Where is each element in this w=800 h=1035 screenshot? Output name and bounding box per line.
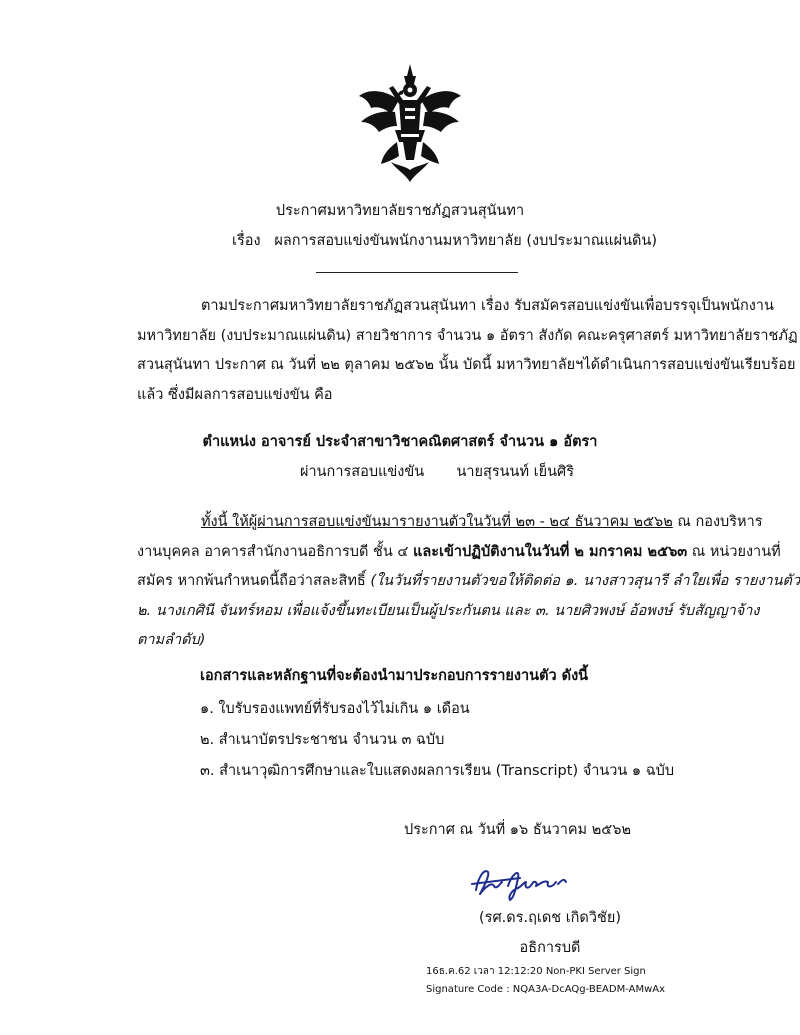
notice-line-1-rest: ณ กองบริหาร <box>672 514 763 530</box>
result-label: ผ่านการสอบแข่งขัน <box>300 464 425 480</box>
intro-line-3: สวนสุนันทา ประกาศ ณ วันที่ ๒๒ ตุลาคม ๒๕๖๒ นั้น บัดนี้ มหาวิทยาลัยฯได้ดำเนินการสอบแข่งขันเรียบร้อย <box>137 357 796 373</box>
report-date-text: ทั้งนี้ ให้ผู้ผ่านการสอบแข่งขันมารายงานตัวในวันที่ ๒๓ - ๒๔ ธันวาคม ๒๕๖๒ <box>201 514 673 530</box>
intro-line-2: มหาวิทยาลัย (งบประมาณแผ่นดิน) สายวิชาการ จำนวน ๑ อัตรา สังกัด คณะครุศาสตร์ มหาวิทยาลัยราชภัฏ <box>137 327 798 344</box>
subject-label: เรื่อง <box>232 233 261 249</box>
notice-line-2-b: ณ หน่วยงานที่ <box>687 543 781 560</box>
contact-note-1: (ในวันที่รายงานตัวขอให้ติดต่อ ๑. นางสาวสุนารี ลำใยเพื่อ รายงานตัว <box>370 573 800 589</box>
announcement-title: ประกาศมหาวิทยาลัยราชภัฏสวนสุนันทา <box>275 203 525 219</box>
sign-timestamp: 16ธ.ค.62 เวลา 12:12:20 Non-PKI Server Sign <box>426 966 646 977</box>
announcement-date: ประกาศ ณ วันที่ ๑๖ ธันวาคม ๒๕๖๒ <box>404 822 632 838</box>
garuda-emblem <box>355 62 465 184</box>
document-item: ๒. สำเนาบัตรประชาชน จำนวน ๓ ฉบับ <box>200 732 445 748</box>
documents-heading: เอกสารและหลักฐานที่จะต้องนำมาประกอบการรายงานตัว ดังนี้ <box>200 668 589 684</box>
notice-line-2 <box>137 538 781 568</box>
document-item: ๑. ใบรับรองแพทย์ที่รับรองไว้ไม่เกิน ๑ เดือน <box>200 701 470 717</box>
subject-text: ผลการสอบแข่งขันพนักงานมหาวิทยาลัย (งบประมาณแผ่นดิน) <box>274 233 657 249</box>
signature-image <box>468 860 578 905</box>
intro-line-1: ตามประกาศมหาวิทยาลัยราชภัฏสวนสุนันทา เรื่อง รับสมัครสอบแข่งขันเพื่อบรรจุเป็นพนักงาน <box>201 298 774 314</box>
notice-line-2-a: งานบุคคล อาคารสำนักงานอธิการบดี ชั้น ๔ <box>137 543 413 560</box>
notice-paragraph <box>137 508 800 656</box>
title-divider <box>316 272 518 273</box>
signatory-name: (รศ.ดร.ฤเดช เกิดวิชัย) <box>479 910 621 926</box>
intro-line-4: แล้ว ซึ่งมีผลการสอบแข่งขัน คือ <box>137 386 333 403</box>
announcement-subject <box>232 227 752 256</box>
intro-paragraph <box>137 292 798 410</box>
signature-code: Signature Code : NQA3A-DcAQg-BEADM-AMwAx <box>426 984 666 995</box>
document-item: ๓. สำเนาวุฒิการศึกษาและใบแสดงผลการเรียน (Transcript) จำนวน ๑ ฉบับ <box>200 763 675 779</box>
notice-line-3-a: สมัคร หากพ้นกำหนดนี้ถือว่าสละสิทธิ์ <box>137 573 371 589</box>
exam-result <box>300 458 720 487</box>
contact-note-3: ตามลำดับ) <box>137 632 206 648</box>
start-work-date: และเข้าปฏิบัติงานในวันที่ ๒ มกราคม ๒๕๖๓ <box>412 543 688 560</box>
documents-list <box>200 694 760 787</box>
notice-line-1 <box>137 508 763 538</box>
position-heading: ตำแหน่ง อาจารย์ ประจำสาขาวิชาคณิตศาสตร์ จำนวน ๑ อัตรา <box>202 434 598 450</box>
signatory-title: อธิการบดี <box>519 940 581 956</box>
contact-note-2: ๒. นางเกศินี จันทร์หอม เพื่อแจ้งขึ้นทะเบียนเป็นผู้ประกันตน และ ๓. นายศิวพงษ์ อ้อพงษ์ รับสัญญาจ้าง <box>137 602 760 619</box>
notice-line-3 <box>137 567 800 597</box>
result-name: นายสุรนนท์ เย็นศิริ <box>456 464 574 480</box>
